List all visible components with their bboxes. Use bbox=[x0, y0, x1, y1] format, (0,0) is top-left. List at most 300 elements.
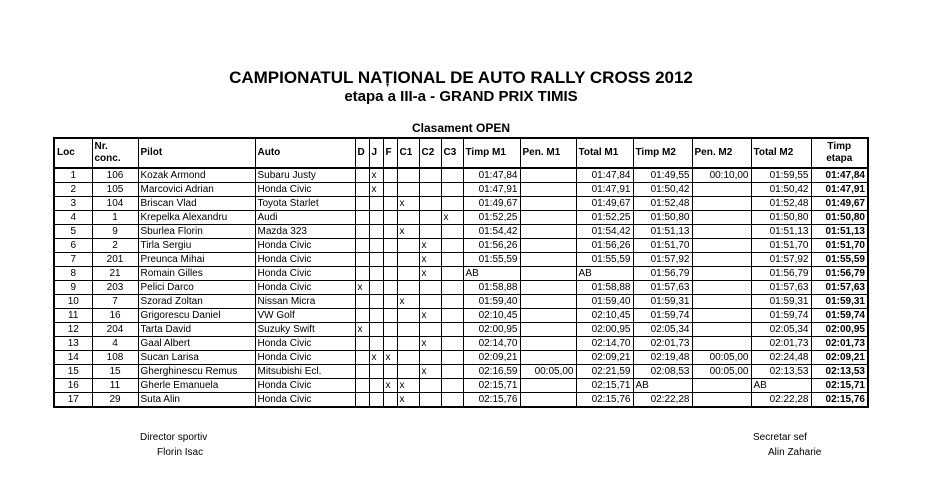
cell-d: x bbox=[355, 323, 369, 337]
cell-c2 bbox=[419, 379, 441, 393]
cell-f bbox=[383, 365, 397, 379]
col-header-pen-m1: Pen. M1 bbox=[520, 138, 576, 168]
cell-pilot: Romain Gilles bbox=[138, 267, 255, 281]
cell-pen-m2 bbox=[692, 281, 751, 295]
table-row bbox=[54, 379, 868, 393]
cell-auto: Mitsubishi Ecl. bbox=[255, 365, 355, 379]
cell-d bbox=[355, 183, 369, 197]
cell-timp-etapa: 01:56,79 bbox=[811, 267, 868, 281]
cell-timp-m1: 01:55,59 bbox=[463, 253, 520, 267]
cell-pen-m1 bbox=[520, 225, 576, 239]
cell-timp-m1: 01:54,42 bbox=[463, 225, 520, 239]
cell-pen-m2 bbox=[692, 211, 751, 225]
cell-timp-etapa: 02:01,73 bbox=[811, 337, 868, 351]
cell-nr: 201 bbox=[92, 253, 138, 267]
cell-timp-m1: AB bbox=[463, 267, 520, 281]
cell-j bbox=[369, 295, 383, 309]
cell-auto: Honda Civic bbox=[255, 351, 355, 365]
col-header-total-m2: Total M2 bbox=[751, 138, 811, 168]
cell-pilot: Grigorescu Daniel bbox=[138, 309, 255, 323]
cell-c1 bbox=[397, 211, 419, 225]
cell-pilot: Tirla Sergiu bbox=[138, 239, 255, 253]
cell-c3 bbox=[441, 295, 463, 309]
cell-loc: 7 bbox=[54, 253, 92, 267]
cell-f bbox=[383, 281, 397, 295]
cell-total-m1: 02:00,95 bbox=[576, 323, 633, 337]
cell-f bbox=[383, 239, 397, 253]
cell-c2 bbox=[419, 183, 441, 197]
cell-d: x bbox=[355, 281, 369, 295]
col-header-pen-m2: Pen. M2 bbox=[692, 138, 751, 168]
cell-timp-etapa: 01:59,74 bbox=[811, 309, 868, 323]
cell-auto: Honda Civic bbox=[255, 183, 355, 197]
cell-c1: x bbox=[397, 393, 419, 408]
table-row bbox=[54, 323, 868, 337]
cell-total-m2: 01:50,42 bbox=[751, 183, 811, 197]
cell-j bbox=[369, 281, 383, 295]
cell-d bbox=[355, 211, 369, 225]
cell-loc: 1 bbox=[54, 168, 92, 183]
cell-timp-etapa: 01:47,91 bbox=[811, 183, 868, 197]
table-row bbox=[54, 225, 868, 239]
cell-c2 bbox=[419, 211, 441, 225]
cell-auto: Honda Civic bbox=[255, 393, 355, 408]
cell-d bbox=[355, 309, 369, 323]
cell-loc: 11 bbox=[54, 309, 92, 323]
cell-total-m1: 01:56,26 bbox=[576, 239, 633, 253]
cell-auto: VW Golf bbox=[255, 309, 355, 323]
cell-j bbox=[369, 309, 383, 323]
cell-d bbox=[355, 295, 369, 309]
cell-j: x bbox=[369, 168, 383, 183]
cell-pen-m1 bbox=[520, 281, 576, 295]
cell-total-m2: AB bbox=[751, 379, 811, 393]
cell-timp-m1: 01:47,91 bbox=[463, 183, 520, 197]
cell-pen-m1 bbox=[520, 323, 576, 337]
cell-timp-m2: 02:05,34 bbox=[633, 323, 692, 337]
cell-total-m2: 01:57,63 bbox=[751, 281, 811, 295]
col-header-nr: Nr. conc. bbox=[92, 138, 138, 168]
cell-c2 bbox=[419, 168, 441, 183]
cell-c3 bbox=[441, 267, 463, 281]
cell-pen-m2 bbox=[692, 379, 751, 393]
table-row bbox=[54, 239, 868, 253]
cell-auto: Honda Civic bbox=[255, 253, 355, 267]
cell-pen-m1 bbox=[520, 239, 576, 253]
cell-auto: Audi bbox=[255, 211, 355, 225]
cell-c2 bbox=[419, 281, 441, 295]
cell-total-m1: 01:49,67 bbox=[576, 197, 633, 211]
cell-total-m2: 02:24,48 bbox=[751, 351, 811, 365]
cell-total-m2: 01:51,70 bbox=[751, 239, 811, 253]
cell-loc: 14 bbox=[54, 351, 92, 365]
cell-d bbox=[355, 225, 369, 239]
cell-d bbox=[355, 337, 369, 351]
cell-f bbox=[383, 323, 397, 337]
cell-c1 bbox=[397, 309, 419, 323]
cell-timp-m1: 01:59,40 bbox=[463, 295, 520, 309]
cell-f bbox=[383, 253, 397, 267]
cell-timp-etapa: 02:15,76 bbox=[811, 393, 868, 408]
cell-timp-etapa: 01:50,80 bbox=[811, 211, 868, 225]
secretary-role: Secretar sef bbox=[753, 432, 807, 443]
cell-nr: 4 bbox=[92, 337, 138, 351]
cell-c3 bbox=[441, 379, 463, 393]
cell-pen-m2: 00:05,00 bbox=[692, 351, 751, 365]
cell-c3 bbox=[441, 309, 463, 323]
cell-total-m1: 01:59,40 bbox=[576, 295, 633, 309]
cell-j: x bbox=[369, 351, 383, 365]
cell-c1 bbox=[397, 168, 419, 183]
cell-c1 bbox=[397, 183, 419, 197]
cell-f bbox=[383, 168, 397, 183]
cell-pen-m2 bbox=[692, 309, 751, 323]
cell-c1 bbox=[397, 351, 419, 365]
cell-timp-etapa: 01:49,67 bbox=[811, 197, 868, 211]
cell-timp-etapa: 02:00,95 bbox=[811, 323, 868, 337]
cell-d bbox=[355, 351, 369, 365]
cell-pen-m2 bbox=[692, 197, 751, 211]
cell-j: x bbox=[369, 183, 383, 197]
col-header-j: J bbox=[369, 138, 383, 168]
cell-loc: 17 bbox=[54, 393, 92, 408]
cell-auto: Subaru Justy bbox=[255, 168, 355, 183]
col-header-auto: Auto bbox=[255, 138, 355, 168]
cell-timp-etapa: 02:09,21 bbox=[811, 351, 868, 365]
cell-f bbox=[383, 197, 397, 211]
cell-timp-m1: 02:10,45 bbox=[463, 309, 520, 323]
cell-total-m2: 01:57,92 bbox=[751, 253, 811, 267]
cell-pen-m1 bbox=[520, 309, 576, 323]
cell-nr: 21 bbox=[92, 267, 138, 281]
cell-timp-etapa: 01:55,59 bbox=[811, 253, 868, 267]
cell-c1: x bbox=[397, 295, 419, 309]
cell-j bbox=[369, 323, 383, 337]
cell-auto: Honda Civic bbox=[255, 239, 355, 253]
cell-auto: Nissan Micra bbox=[255, 295, 355, 309]
table-row bbox=[54, 211, 868, 225]
cell-f bbox=[383, 225, 397, 239]
cell-j bbox=[369, 393, 383, 408]
cell-c2: x bbox=[419, 267, 441, 281]
cell-pen-m1 bbox=[520, 393, 576, 408]
cell-pilot: Preunca Mihai bbox=[138, 253, 255, 267]
cell-total-m2: 01:59,55 bbox=[751, 168, 811, 183]
cell-nr: 203 bbox=[92, 281, 138, 295]
cell-pen-m1 bbox=[520, 197, 576, 211]
cell-auto: Honda Civic bbox=[255, 379, 355, 393]
cell-f bbox=[383, 295, 397, 309]
cell-loc: 12 bbox=[54, 323, 92, 337]
cell-timp-m2: 02:19,48 bbox=[633, 351, 692, 365]
cell-total-m1: 01:55,59 bbox=[576, 253, 633, 267]
cell-pen-m1 bbox=[520, 337, 576, 351]
classament-heading: Clasament OPEN bbox=[411, 121, 511, 135]
table-row bbox=[54, 351, 868, 365]
cell-pilot: Gaal Albert bbox=[138, 337, 255, 351]
cell-auto: Honda Civic bbox=[255, 267, 355, 281]
cell-pen-m2: 00:05,00 bbox=[692, 365, 751, 379]
cell-timp-m2: AB bbox=[633, 379, 692, 393]
cell-c2 bbox=[419, 323, 441, 337]
col-header-loc: Loc bbox=[54, 138, 92, 168]
cell-c2: x bbox=[419, 239, 441, 253]
results-table bbox=[53, 137, 869, 408]
cell-d bbox=[355, 168, 369, 183]
table-row bbox=[54, 365, 868, 379]
cell-c1 bbox=[397, 267, 419, 281]
cell-timp-m2: 01:57,92 bbox=[633, 253, 692, 267]
cell-pen-m1 bbox=[520, 253, 576, 267]
cell-pen-m1 bbox=[520, 168, 576, 183]
cell-timp-m1: 01:56,26 bbox=[463, 239, 520, 253]
cell-timp-etapa: 02:13,53 bbox=[811, 365, 868, 379]
table-row bbox=[54, 267, 868, 281]
cell-f: x bbox=[383, 379, 397, 393]
cell-c2: x bbox=[419, 253, 441, 267]
cell-c3 bbox=[441, 197, 463, 211]
cell-loc: 6 bbox=[54, 239, 92, 253]
cell-d bbox=[355, 253, 369, 267]
col-header-timp-etapa: Timp etapa bbox=[811, 138, 868, 168]
cell-nr: 29 bbox=[92, 393, 138, 408]
cell-c2: x bbox=[419, 365, 441, 379]
cell-c1 bbox=[397, 253, 419, 267]
cell-total-m1: 02:14,70 bbox=[576, 337, 633, 351]
col-header-d: D bbox=[355, 138, 369, 168]
cell-c3 bbox=[441, 239, 463, 253]
cell-pilot: Krepelka Alexandru bbox=[138, 211, 255, 225]
cell-pen-m2 bbox=[692, 183, 751, 197]
cell-timp-m2: 01:50,42 bbox=[633, 183, 692, 197]
cell-loc: 2 bbox=[54, 183, 92, 197]
cell-nr: 11 bbox=[92, 379, 138, 393]
cell-total-m2: 02:22,28 bbox=[751, 393, 811, 408]
header-row bbox=[54, 138, 868, 168]
cell-pen-m2 bbox=[692, 337, 751, 351]
results-body bbox=[54, 168, 868, 407]
document-title: CAMPIONATUL NAȚIONAL DE AUTO RALLY CROSS 2012 bbox=[229, 68, 693, 87]
cell-timp-m2: 02:08,53 bbox=[633, 365, 692, 379]
cell-pen-m2 bbox=[692, 323, 751, 337]
cell-pen-m2 bbox=[692, 239, 751, 253]
table-row bbox=[54, 168, 868, 183]
cell-nr: 15 bbox=[92, 365, 138, 379]
cell-nr: 108 bbox=[92, 351, 138, 365]
cell-timp-m2: 01:56,79 bbox=[633, 267, 692, 281]
cell-timp-m2: 01:59,31 bbox=[633, 295, 692, 309]
cell-timp-m2: 01:52,48 bbox=[633, 197, 692, 211]
cell-total-m2: 01:51,13 bbox=[751, 225, 811, 239]
cell-nr: 1 bbox=[92, 211, 138, 225]
table-row bbox=[54, 309, 868, 323]
cell-timp-m2: 02:01,73 bbox=[633, 337, 692, 351]
cell-pilot: Suta Alin bbox=[138, 393, 255, 408]
cell-f bbox=[383, 309, 397, 323]
cell-nr: 106 bbox=[92, 168, 138, 183]
cell-pilot: Szorad Zoltan bbox=[138, 295, 255, 309]
col-header-timp-m2: Timp M2 bbox=[633, 138, 692, 168]
cell-total-m2: 02:13,53 bbox=[751, 365, 811, 379]
cell-total-m1: 02:21,59 bbox=[576, 365, 633, 379]
cell-c2 bbox=[419, 393, 441, 408]
cell-pilot: Gherghinescu Remus bbox=[138, 365, 255, 379]
cell-total-m1: AB bbox=[576, 267, 633, 281]
cell-timp-m2: 02:22,28 bbox=[633, 393, 692, 408]
cell-f: x bbox=[383, 351, 397, 365]
cell-nr: 7 bbox=[92, 295, 138, 309]
cell-c3 bbox=[441, 281, 463, 295]
cell-c2 bbox=[419, 197, 441, 211]
cell-pen-m1 bbox=[520, 211, 576, 225]
cell-auto: Toyota Starlet bbox=[255, 197, 355, 211]
cell-d bbox=[355, 393, 369, 408]
table-row bbox=[54, 183, 868, 197]
table-row bbox=[54, 295, 868, 309]
cell-c1: x bbox=[397, 379, 419, 393]
cell-pen-m1 bbox=[520, 183, 576, 197]
cell-auto: Honda Civic bbox=[255, 281, 355, 295]
cell-c3 bbox=[441, 337, 463, 351]
cell-c2: x bbox=[419, 337, 441, 351]
cell-pen-m2: 00:10,00 bbox=[692, 168, 751, 183]
table-row bbox=[54, 197, 868, 211]
cell-pen-m1: 00:05,00 bbox=[520, 365, 576, 379]
cell-pilot: Briscan Vlad bbox=[138, 197, 255, 211]
cell-pilot: Kozak Armond bbox=[138, 168, 255, 183]
cell-timp-m1: 02:14,70 bbox=[463, 337, 520, 351]
cell-c3 bbox=[441, 183, 463, 197]
cell-timp-m1: 01:52,25 bbox=[463, 211, 520, 225]
cell-loc: 9 bbox=[54, 281, 92, 295]
cell-pilot: Marcovici Adrian bbox=[138, 183, 255, 197]
cell-pilot: Pelici Darco bbox=[138, 281, 255, 295]
cell-total-m2: 01:52,48 bbox=[751, 197, 811, 211]
cell-total-m2: 01:56,79 bbox=[751, 267, 811, 281]
cell-c3 bbox=[441, 168, 463, 183]
col-header-f: F bbox=[383, 138, 397, 168]
cell-total-m1: 01:54,42 bbox=[576, 225, 633, 239]
cell-j bbox=[369, 267, 383, 281]
cell-timp-etapa: 01:57,63 bbox=[811, 281, 868, 295]
cell-pilot: Sburlea Florin bbox=[138, 225, 255, 239]
cell-loc: 8 bbox=[54, 267, 92, 281]
cell-c3 bbox=[441, 351, 463, 365]
cell-timp-m2: 01:49,55 bbox=[633, 168, 692, 183]
cell-j bbox=[369, 365, 383, 379]
cell-f bbox=[383, 393, 397, 408]
cell-c3 bbox=[441, 225, 463, 239]
col-header-c1: C1 bbox=[397, 138, 419, 168]
cell-timp-m1: 02:00,95 bbox=[463, 323, 520, 337]
cell-total-m2: 01:59,74 bbox=[751, 309, 811, 323]
cell-c1: x bbox=[397, 197, 419, 211]
cell-c3: x bbox=[441, 211, 463, 225]
cell-d bbox=[355, 365, 369, 379]
col-header-total-m1: Total M1 bbox=[576, 138, 633, 168]
cell-c2 bbox=[419, 351, 441, 365]
cell-timp-m2: 01:59,74 bbox=[633, 309, 692, 323]
cell-pen-m2 bbox=[692, 393, 751, 408]
cell-pilot: Gherle Emanuela bbox=[138, 379, 255, 393]
cell-pen-m1 bbox=[520, 267, 576, 281]
cell-total-m2: 02:01,73 bbox=[751, 337, 811, 351]
cell-total-m2: 01:50,80 bbox=[751, 211, 811, 225]
cell-timp-m1: 01:58,88 bbox=[463, 281, 520, 295]
cell-auto: Honda Civic bbox=[255, 337, 355, 351]
cell-pen-m1 bbox=[520, 295, 576, 309]
cell-loc: 5 bbox=[54, 225, 92, 239]
cell-c1 bbox=[397, 239, 419, 253]
cell-timp-m1: 02:15,71 bbox=[463, 379, 520, 393]
cell-nr: 2 bbox=[92, 239, 138, 253]
document-subtitle: etapa a III-a - GRAND PRIX TIMIS bbox=[344, 88, 578, 105]
col-header-pilot: Pilot bbox=[138, 138, 255, 168]
cell-d bbox=[355, 197, 369, 211]
col-header-c2: C2 bbox=[419, 138, 441, 168]
cell-f bbox=[383, 267, 397, 281]
cell-f bbox=[383, 211, 397, 225]
cell-c2 bbox=[419, 295, 441, 309]
cell-timp-m1: 02:15,76 bbox=[463, 393, 520, 408]
cell-c3 bbox=[441, 253, 463, 267]
cell-loc: 10 bbox=[54, 295, 92, 309]
table-row bbox=[54, 337, 868, 351]
cell-d bbox=[355, 267, 369, 281]
table-row bbox=[54, 393, 868, 408]
cell-c1: x bbox=[397, 225, 419, 239]
cell-nr: 16 bbox=[92, 309, 138, 323]
cell-loc: 16 bbox=[54, 379, 92, 393]
cell-loc: 3 bbox=[54, 197, 92, 211]
cell-c3 bbox=[441, 365, 463, 379]
cell-loc: 13 bbox=[54, 337, 92, 351]
cell-d bbox=[355, 239, 369, 253]
cell-c3 bbox=[441, 393, 463, 408]
cell-pilot: Tarta David bbox=[138, 323, 255, 337]
cell-timp-etapa: 01:59,31 bbox=[811, 295, 868, 309]
cell-total-m1: 01:58,88 bbox=[576, 281, 633, 295]
table-row bbox=[54, 281, 868, 295]
cell-total-m1: 02:09,21 bbox=[576, 351, 633, 365]
cell-timp-etapa: 01:51,70 bbox=[811, 239, 868, 253]
cell-total-m1: 01:52,25 bbox=[576, 211, 633, 225]
cell-timp-m1: 02:16,59 bbox=[463, 365, 520, 379]
cell-c2: x bbox=[419, 309, 441, 323]
cell-nr: 104 bbox=[92, 197, 138, 211]
cell-loc: 4 bbox=[54, 211, 92, 225]
cell-auto: Suzuky Swift bbox=[255, 323, 355, 337]
cell-timp-m1: 01:49,67 bbox=[463, 197, 520, 211]
cell-timp-etapa: 01:47,84 bbox=[811, 168, 868, 183]
col-header-c3: C3 bbox=[441, 138, 463, 168]
cell-pen-m1 bbox=[520, 351, 576, 365]
cell-pen-m2 bbox=[692, 253, 751, 267]
cell-total-m1: 02:15,76 bbox=[576, 393, 633, 408]
cell-nr: 9 bbox=[92, 225, 138, 239]
cell-total-m1: 02:10,45 bbox=[576, 309, 633, 323]
cell-c1 bbox=[397, 337, 419, 351]
cell-pen-m2 bbox=[692, 267, 751, 281]
cell-timp-m2: 01:50,80 bbox=[633, 211, 692, 225]
director-role: Director sportiv bbox=[140, 432, 208, 443]
cell-j bbox=[369, 253, 383, 267]
cell-j bbox=[369, 197, 383, 211]
secretary-name: Alin Zaharie bbox=[768, 447, 822, 458]
cell-total-m1: 01:47,91 bbox=[576, 183, 633, 197]
cell-pen-m1 bbox=[520, 379, 576, 393]
cell-d bbox=[355, 379, 369, 393]
